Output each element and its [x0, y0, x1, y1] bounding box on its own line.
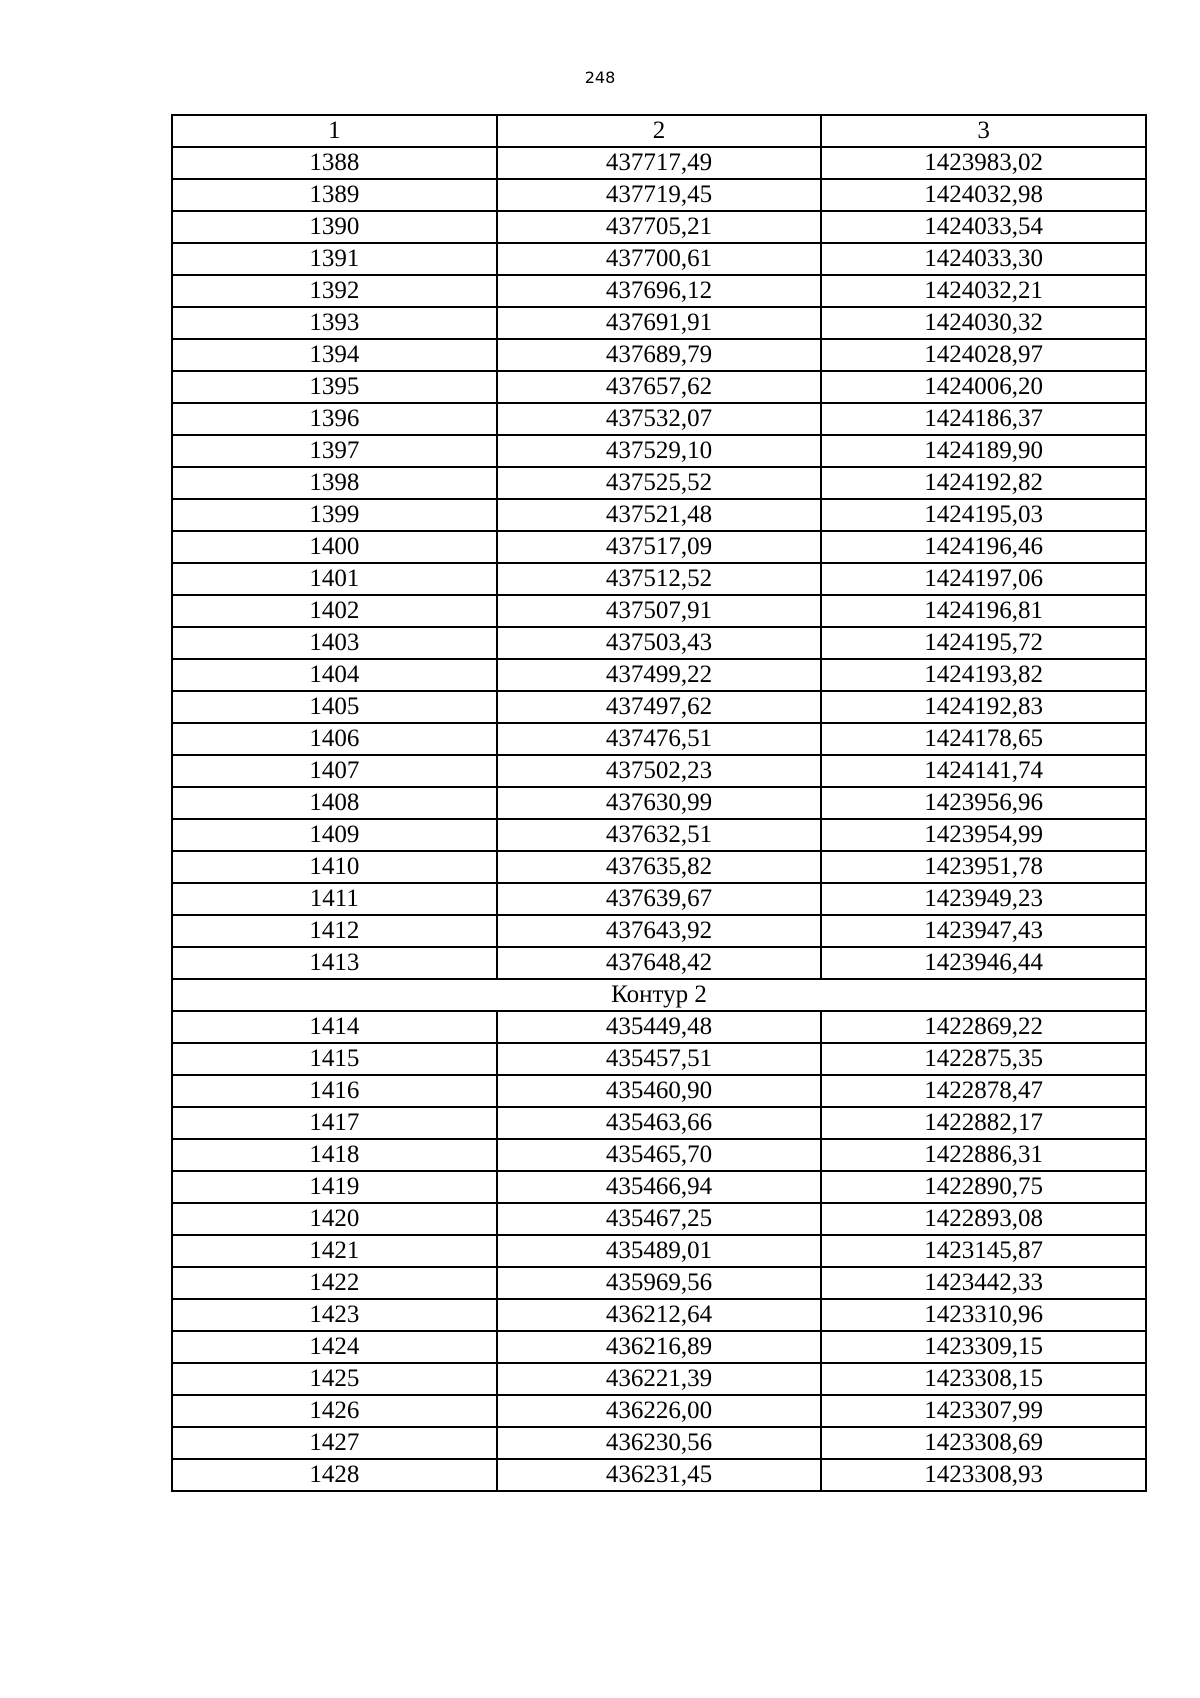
point-number-cell: 1418 — [172, 1139, 497, 1171]
table-row — [172, 1203, 1146, 1235]
y-coordinate-cell: 1424195,72 — [821, 627, 1146, 659]
x-coordinate-cell: 437635,82 — [497, 851, 822, 883]
table-row — [172, 371, 1146, 403]
y-coordinate-cell: 1422882,17 — [821, 1107, 1146, 1139]
y-coordinate-cell: 1423956,96 — [821, 787, 1146, 819]
x-coordinate-cell: 437689,79 — [497, 339, 822, 371]
x-coordinate-cell: 437639,67 — [497, 883, 822, 915]
x-coordinate-cell: 437503,43 — [497, 627, 822, 659]
point-number-cell: 1401 — [172, 563, 497, 595]
point-number-cell: 1395 — [172, 371, 497, 403]
y-coordinate-cell: 1423947,43 — [821, 915, 1146, 947]
y-coordinate-cell: 1424196,81 — [821, 595, 1146, 627]
point-number-cell: 1396 — [172, 403, 497, 435]
table-row — [172, 883, 1146, 915]
y-coordinate-cell: 1424195,03 — [821, 499, 1146, 531]
point-number-cell: 1400 — [172, 531, 497, 563]
point-number-cell: 1390 — [172, 211, 497, 243]
table-body — [172, 115, 1146, 1491]
table-row — [172, 563, 1146, 595]
y-coordinate-cell: 1423310,96 — [821, 1299, 1146, 1331]
point-number-cell: 1412 — [172, 915, 497, 947]
point-number-cell: 1389 — [172, 179, 497, 211]
x-coordinate-cell: 437525,52 — [497, 467, 822, 499]
point-number-cell: 1404 — [172, 659, 497, 691]
y-coordinate-cell: 1424033,30 — [821, 243, 1146, 275]
point-number-cell: 1408 — [172, 787, 497, 819]
header-cell-2: 2 — [497, 115, 822, 147]
y-coordinate-cell: 1424032,21 — [821, 275, 1146, 307]
table-row — [172, 1331, 1146, 1363]
x-coordinate-cell: 437696,12 — [497, 275, 822, 307]
x-coordinate-cell: 436230,56 — [497, 1427, 822, 1459]
y-coordinate-cell: 1424186,37 — [821, 403, 1146, 435]
coordinates-table — [171, 114, 1147, 1492]
x-coordinate-cell: 435466,94 — [497, 1171, 822, 1203]
point-number-cell: 1419 — [172, 1171, 497, 1203]
table-row — [172, 435, 1146, 467]
point-number-cell: 1406 — [172, 723, 497, 755]
y-coordinate-cell: 1424141,74 — [821, 755, 1146, 787]
point-number-cell: 1403 — [172, 627, 497, 659]
point-number-cell: 1420 — [172, 1203, 497, 1235]
point-number-cell: 1414 — [172, 1011, 497, 1043]
section-title: Контур 2 — [172, 979, 1146, 1011]
table-row — [172, 499, 1146, 531]
table-row — [172, 787, 1146, 819]
point-number-cell: 1399 — [172, 499, 497, 531]
x-coordinate-cell: 437630,99 — [497, 787, 822, 819]
x-coordinate-cell: 437529,10 — [497, 435, 822, 467]
y-coordinate-cell: 1422890,75 — [821, 1171, 1146, 1203]
table-row — [172, 467, 1146, 499]
table-row — [172, 307, 1146, 339]
point-number-cell: 1411 — [172, 883, 497, 915]
y-coordinate-cell: 1424196,46 — [821, 531, 1146, 563]
table-row — [172, 1011, 1146, 1043]
table-row — [172, 147, 1146, 179]
table-row — [172, 691, 1146, 723]
x-coordinate-cell: 435463,66 — [497, 1107, 822, 1139]
table-row — [172, 915, 1146, 947]
x-coordinate-cell: 436226,00 — [497, 1395, 822, 1427]
y-coordinate-cell: 1423954,99 — [821, 819, 1146, 851]
x-coordinate-cell: 437512,52 — [497, 563, 822, 595]
y-coordinate-cell: 1424178,65 — [821, 723, 1146, 755]
table-row — [172, 755, 1146, 787]
y-coordinate-cell: 1423307,99 — [821, 1395, 1146, 1427]
y-coordinate-cell: 1424030,32 — [821, 307, 1146, 339]
y-coordinate-cell: 1424006,20 — [821, 371, 1146, 403]
point-number-cell: 1410 — [172, 851, 497, 883]
x-coordinate-cell: 437648,42 — [497, 947, 822, 979]
point-number-cell: 1394 — [172, 339, 497, 371]
x-coordinate-cell: 435465,70 — [497, 1139, 822, 1171]
x-coordinate-cell: 437532,07 — [497, 403, 822, 435]
x-coordinate-cell: 436231,45 — [497, 1459, 822, 1491]
x-coordinate-cell: 435467,25 — [497, 1203, 822, 1235]
x-coordinate-cell: 436221,39 — [497, 1363, 822, 1395]
x-coordinate-cell: 437507,91 — [497, 595, 822, 627]
x-coordinate-cell: 437497,62 — [497, 691, 822, 723]
point-number-cell: 1417 — [172, 1107, 497, 1139]
point-number-cell: 1388 — [172, 147, 497, 179]
y-coordinate-cell: 1423309,15 — [821, 1331, 1146, 1363]
point-number-cell: 1391 — [172, 243, 497, 275]
point-number-cell: 1426 — [172, 1395, 497, 1427]
point-number-cell: 1409 — [172, 819, 497, 851]
table-row — [172, 211, 1146, 243]
table-row — [172, 1267, 1146, 1299]
x-coordinate-cell: 437632,51 — [497, 819, 822, 851]
x-coordinate-cell: 435449,48 — [497, 1011, 822, 1043]
point-number-cell: 1413 — [172, 947, 497, 979]
x-coordinate-cell: 437476,51 — [497, 723, 822, 755]
header-cell-1: 1 — [172, 115, 497, 147]
y-coordinate-cell: 1424193,82 — [821, 659, 1146, 691]
x-coordinate-cell: 437499,22 — [497, 659, 822, 691]
table-row — [172, 531, 1146, 563]
table-row — [172, 1139, 1146, 1171]
table-row — [172, 275, 1146, 307]
table-row — [172, 1395, 1146, 1427]
point-number-cell: 1415 — [172, 1043, 497, 1075]
point-number-cell: 1407 — [172, 755, 497, 787]
header-row — [172, 115, 1146, 147]
x-coordinate-cell: 437691,91 — [497, 307, 822, 339]
table-row — [172, 1171, 1146, 1203]
x-coordinate-cell: 437700,61 — [497, 243, 822, 275]
y-coordinate-cell: 1423308,15 — [821, 1363, 1146, 1395]
x-coordinate-cell: 437643,92 — [497, 915, 822, 947]
table-row — [172, 851, 1146, 883]
table-row — [172, 723, 1146, 755]
table-row — [172, 1235, 1146, 1267]
point-number-cell: 1397 — [172, 435, 497, 467]
table-row — [172, 1107, 1146, 1139]
y-coordinate-cell: 1422886,31 — [821, 1139, 1146, 1171]
table-row — [172, 595, 1146, 627]
point-number-cell: 1422 — [172, 1267, 497, 1299]
point-number-cell: 1421 — [172, 1235, 497, 1267]
header-cell-3: 3 — [821, 115, 1146, 147]
y-coordinate-cell: 1423308,93 — [821, 1459, 1146, 1491]
point-number-cell: 1402 — [172, 595, 497, 627]
y-coordinate-cell: 1423949,23 — [821, 883, 1146, 915]
point-number-cell: 1428 — [172, 1459, 497, 1491]
y-coordinate-cell: 1422875,35 — [821, 1043, 1146, 1075]
point-number-cell: 1427 — [172, 1427, 497, 1459]
y-coordinate-cell: 1423983,02 — [821, 147, 1146, 179]
x-coordinate-cell: 437502,23 — [497, 755, 822, 787]
x-coordinate-cell: 437717,49 — [497, 147, 822, 179]
table-row — [172, 659, 1146, 691]
x-coordinate-cell: 435460,90 — [497, 1075, 822, 1107]
y-coordinate-cell: 1423951,78 — [821, 851, 1146, 883]
table-row — [172, 819, 1146, 851]
x-coordinate-cell: 437657,62 — [497, 371, 822, 403]
table-row — [172, 243, 1146, 275]
x-coordinate-cell: 436216,89 — [497, 1331, 822, 1363]
y-coordinate-cell: 1423145,87 — [821, 1235, 1146, 1267]
table-row — [172, 403, 1146, 435]
point-number-cell: 1424 — [172, 1331, 497, 1363]
x-coordinate-cell: 436212,64 — [497, 1299, 822, 1331]
y-coordinate-cell: 1424192,82 — [821, 467, 1146, 499]
table-row — [172, 1363, 1146, 1395]
x-coordinate-cell: 435969,56 — [497, 1267, 822, 1299]
table-row — [172, 1427, 1146, 1459]
y-coordinate-cell: 1423442,33 — [821, 1267, 1146, 1299]
y-coordinate-cell: 1422869,22 — [821, 1011, 1146, 1043]
point-number-cell: 1393 — [172, 307, 497, 339]
table-row — [172, 1299, 1146, 1331]
section-row — [172, 979, 1146, 1011]
point-number-cell: 1405 — [172, 691, 497, 723]
point-number-cell: 1416 — [172, 1075, 497, 1107]
y-coordinate-cell: 1424033,54 — [821, 211, 1146, 243]
table-row — [172, 1043, 1146, 1075]
x-coordinate-cell: 437517,09 — [497, 531, 822, 563]
x-coordinate-cell: 435489,01 — [497, 1235, 822, 1267]
table-row — [172, 179, 1146, 211]
table-row — [172, 1459, 1146, 1491]
x-coordinate-cell: 437521,48 — [497, 499, 822, 531]
table-row — [172, 627, 1146, 659]
table-row — [172, 947, 1146, 979]
y-coordinate-cell: 1424028,97 — [821, 339, 1146, 371]
table-row — [172, 339, 1146, 371]
x-coordinate-cell: 437705,21 — [497, 211, 822, 243]
y-coordinate-cell: 1423946,44 — [821, 947, 1146, 979]
point-number-cell: 1392 — [172, 275, 497, 307]
y-coordinate-cell: 1422893,08 — [821, 1203, 1146, 1235]
y-coordinate-cell: 1424192,83 — [821, 691, 1146, 723]
y-coordinate-cell: 1424197,06 — [821, 563, 1146, 595]
point-number-cell: 1425 — [172, 1363, 497, 1395]
point-number-cell: 1398 — [172, 467, 497, 499]
y-coordinate-cell: 1424032,98 — [821, 179, 1146, 211]
y-coordinate-cell: 1423308,69 — [821, 1427, 1146, 1459]
point-number-cell: 1423 — [172, 1299, 497, 1331]
y-coordinate-cell: 1422878,47 — [821, 1075, 1146, 1107]
y-coordinate-cell: 1424189,90 — [821, 435, 1146, 467]
page-number: 248 — [584, 68, 616, 87]
x-coordinate-cell: 437719,45 — [497, 179, 822, 211]
table-row — [172, 1075, 1146, 1107]
x-coordinate-cell: 435457,51 — [497, 1043, 822, 1075]
